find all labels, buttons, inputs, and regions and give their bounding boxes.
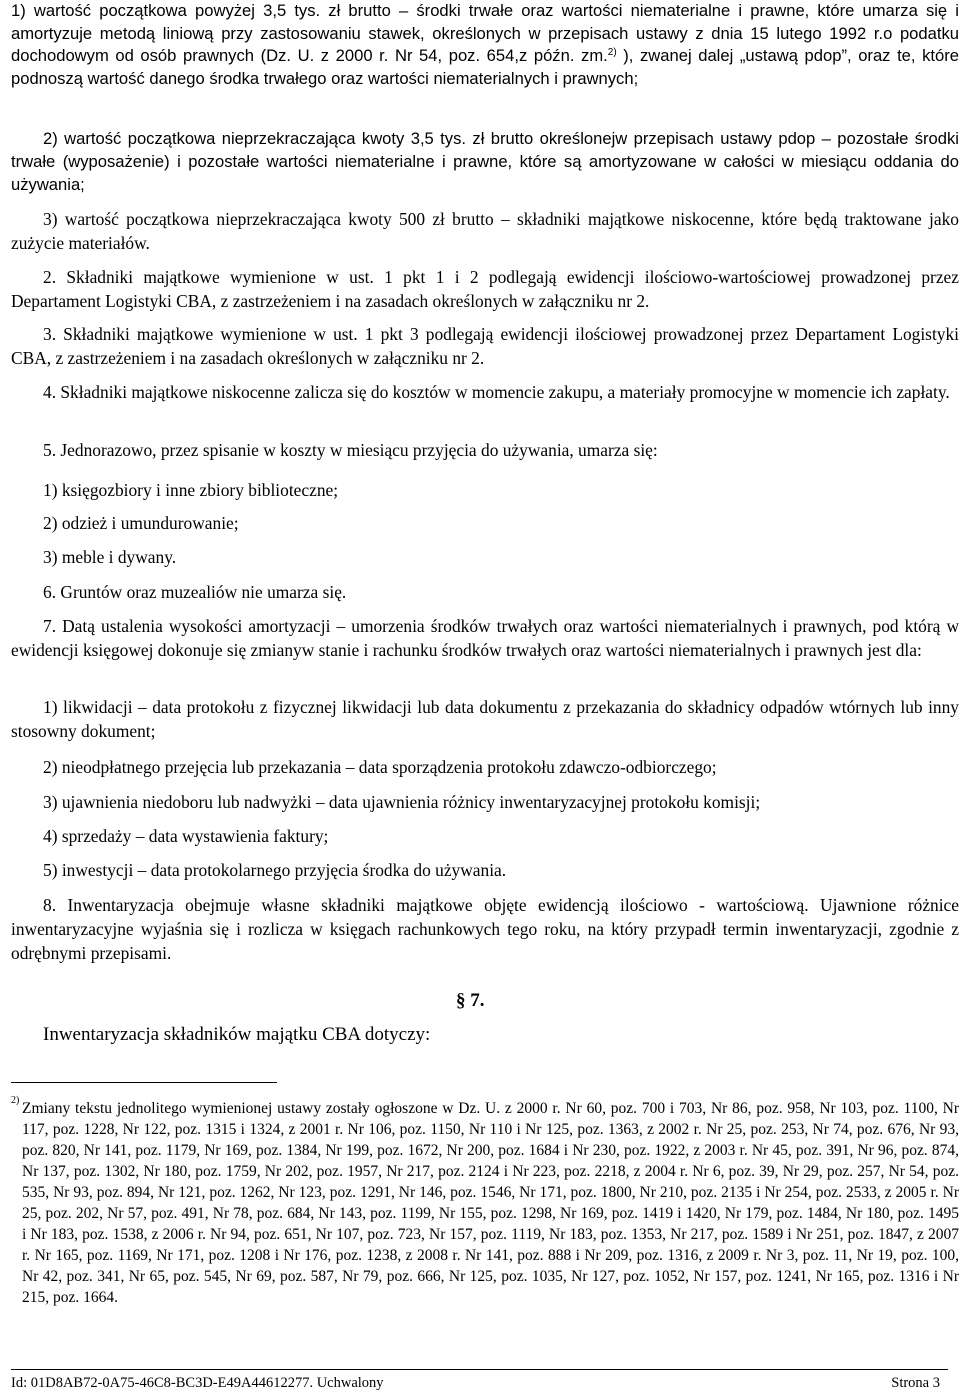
footnote-separator bbox=[11, 1082, 277, 1083]
paragraph-intro-text: 1) wartość początkowa powyżej 3,5 tys. zł brutto – środki trwałe oraz wartości niematerialne i prawne, które umarza się i amortyzuje metodą liniową przy zastosowaniu stawek, określonych w przepisach ustawy z dnia 15 lutego 1992 r.o podatku dochodowym od osób prawnych (Dz. U. z 2000 r. Nr 54, poz. 654,z późn. zm. bbox=[11, 1, 959, 65]
paragraph-section-2: 2. Składniki majątkowe wymienione w ust. 1 pkt 1 i 2 podlegają ewidencji ilościowo-wartościowej prowadzonej przez Departament Logistyki CBA, z zastrzeżeniem i na zasadach określonych w załączniku nr 2. bbox=[11, 267, 959, 311]
paragraph-item-2: 2) wartość początkowa nieprzekraczająca kwoty 3,5 tys. zł brutto określonejw przepisach ustawy pdop – pozostałe środki trwałe (wyposażenie) i pozostałe wartości niematerialne i prawne, które są amortyzowane w całości w miesiącu oddania do używania; bbox=[11, 129, 959, 194]
list-item-7-2: 2) nieodpłatnego przejęcia lub przekazania – data sporządzenia protokołu zdawczo-odbiorczego; bbox=[43, 757, 717, 777]
list-item-7-4: 4) sprzedaży – data wystawienia faktury; bbox=[43, 826, 329, 846]
footnote-ref: 2) bbox=[607, 47, 617, 58]
section-lead-text: Inwentaryzacja składników majątku CBA dotyczy: bbox=[43, 1024, 431, 1045]
footer-document-id: Id: 01D8AB72-0A75-46C8-BC3D-E49A44612277. Uchwalony bbox=[11, 1375, 384, 1391]
footer-page-number: Strona 3 bbox=[891, 1375, 940, 1391]
footer-separator bbox=[11, 1369, 948, 1370]
list-item-7-1: 1) likwidacji – data protokołu z fizycznej likwidacji lub data dokumentu z przekazania do składnicy odpadów wtórnych lub inny stosowny dokument; bbox=[11, 697, 959, 741]
paragraph-section-3: 3. Składniki majątkowe wymienione w ust. 1 pkt 3 podlegają ewidencji ilościowej prowadzonej przez Departament Logistyki CBA, z zastrzeżeniem i na zasadach określonych w załączniku nr 2. bbox=[11, 324, 959, 368]
paragraph-section-8: 8. Inwentaryzacja obejmuje własne składniki majątkowe objęte ewidencją ilościowo - wartościową. Ujawnione różnice inwentaryzacyjne wyjaśnia się i rozlicza w księgach rachunkowych tego roku, na który przypadł termin inwentaryzacji, zgodnie z odrębnymi przepisami. bbox=[11, 895, 959, 963]
paragraph-intro-text-2: ), zwanej dalej „ustawą pdop”, oraz te, które podnoszą wartość danego środka trwałego oraz wartości niematerialnych i prawnych; bbox=[11, 46, 959, 88]
paragraph-section-6: 6. Gruntów oraz muzealiów nie umarza się. bbox=[43, 582, 347, 602]
list-item-7-5: 5) inwestycji – data protokolarnego przyjęcia środka do używania. bbox=[43, 860, 507, 880]
footnote-text: Zmiany tekstu jednolitego wymienionej ustawy zostały ogłoszone w Dz. U. z 2000 r. Nr 60, poz. 700 i 703, Nr 86, poz. 958, Nr 103, poz. 1100, Nr 117, poz. 1228, Nr 122, poz. 1315 i 1324, z 2001 r. Nr 106, poz. 1150, Nr 110 i Nr 125, poz. 1363, z 2002 r. Nr 25, poz. 253, Nr 74, poz. 676, Nr 93, poz. 820, Nr 141, poz. 1179, Nr 169, poz. 1384, Nr 199, poz. 1672, Nr 200, poz. 1684 i Nr 230, poz. 1922, z 2003 r. Nr 45, poz. 391, Nr 96, poz. 874, Nr 137, poz. 1302, Nr 180, poz. 1759, Nr 202, poz. 1957, Nr 217, poz. 2124 i Nr 223, poz. 2218, z 2004 r. Nr 6, poz. 39, Nr 29, poz. 257, Nr 54, poz. 535, Nr 93, poz. 894, Nr 121, poz. 1262, Nr 123, poz. 1291, Nr 146, poz. 1546, Nr 171, poz. 1800, Nr 210, poz. 2135 i Nr 254, poz. 2533, z 2005 r. Nr 25, poz. 202, Nr 57, poz. 491, Nr 78, poz. 684, Nr 143, poz. 1199, Nr 155, poz. 1298, Nr 169, poz. 1419 i 1420, Nr 179, poz. 1484, Nr 180, poz. 1495 i Nr 183, poz. 1538, z 2006 r. Nr 94, poz. 651, Nr 107, poz. 723, Nr 157, poz. 1119, Nr 183, poz. 1353, Nr 217, poz. 1589 i Nr 251, poz. 1847, z 2007 r. Nr 165, poz. 1169, Nr 171, poz. 1208 i Nr 176, poz. 1238, z 2008 r. Nr 141, poz. 888 i Nr 209, poz. 1316, z 2009 r. Nr 3, poz. 11, Nr 19, poz. 100, Nr 42, poz. 341, Nr 65, poz. 545, Nr 69, poz. 587, Nr 79, poz. 666, Nr 125, poz. 1035, Nr 127, poz. 1052, Nr 157, poz. 1241, Nr 165, poz. 1316 i Nr 215, poz. 1664. bbox=[22, 1100, 959, 1306]
paragraph-section-5: 5. Jednorazowo, przez spisanie w koszty w miesiącu przyjęcia do używania, umarza się: bbox=[43, 440, 658, 460]
paragraph-section-4: 4. Składniki majątkowe niskocenne zalicza się do kosztów w momencie zakupu, a materiały promocyjne w momencie ich zapłaty. bbox=[43, 382, 950, 402]
list-item-5-1: 1) księgozbiory i inne zbiory biblioteczne; bbox=[43, 480, 339, 500]
list-item-5-3: 3) meble i dywany. bbox=[43, 547, 177, 567]
paragraph-section-7: 7. Datą ustalenia wysokości amortyzacji – umorzenia środków trwałych oraz wartości niematerialnych i prawnych, pod którą w ewidencji księgowej dokonuje się zmianyw stanie i rachunku środków trwałych oraz wartości niematerialnych i prawnych jest dla: bbox=[11, 616, 959, 660]
list-item-5-2: 2) odzież i umundurowanie; bbox=[43, 513, 239, 533]
section-heading: § 7. bbox=[456, 990, 485, 1011]
paragraph-intro bbox=[11, 0, 959, 90]
list-item-7-3: 3) ujawnienia niedoboru lub nadwyżki – data ujawnienia różnicy inwentaryzacyjnej protokołu komisji; bbox=[43, 792, 761, 812]
paragraph-item-3: 3) wartość początkowa nieprzekraczająca kwoty 500 zł brutto – składniki majątkowe niskocenne, które będą traktowane jako zużycie materiałów. bbox=[11, 209, 959, 253]
footnote-marker: 2) bbox=[11, 1095, 20, 1106]
